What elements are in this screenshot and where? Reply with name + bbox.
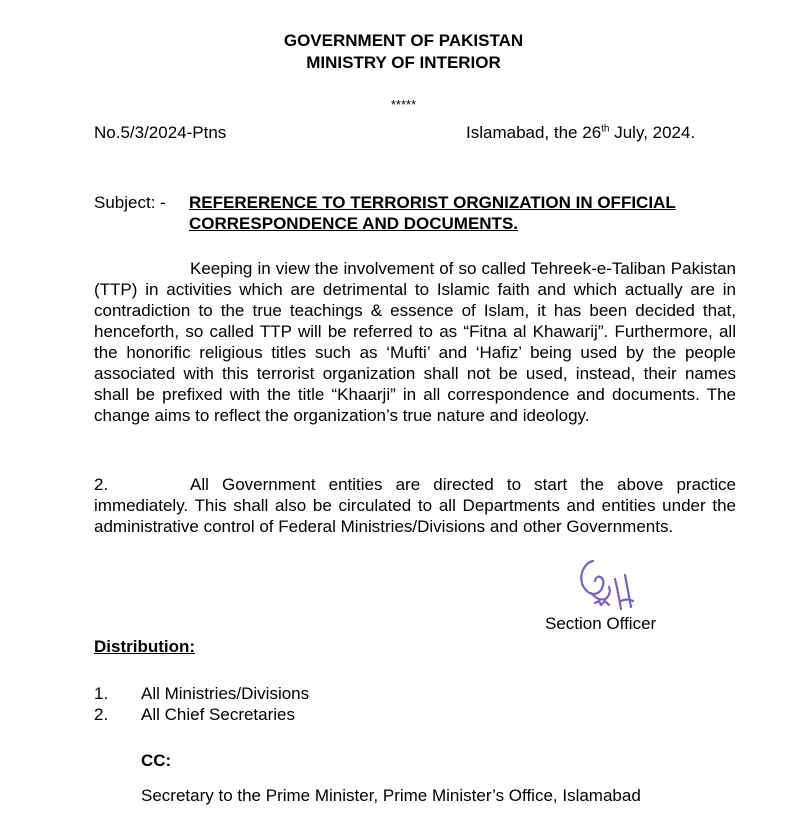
distribution-item-1-text: All Ministries/Divisions bbox=[141, 684, 310, 703]
distribution-item-2-text: All Chief Secretaries bbox=[141, 705, 296, 724]
issue-date-ordinal: th bbox=[601, 123, 610, 135]
header-separator: ***** bbox=[390, 97, 417, 112]
subject-line-1: REFERERENCE TO TERRORIST ORGNIZATION IN OFFICIAL bbox=[189, 193, 676, 212]
distribution-item-1-number: 1. bbox=[94, 684, 109, 703]
distribution-heading: Distribution: bbox=[94, 637, 196, 656]
cc-recipient: Secretary to the Prime Minister, Prime Minister’s Office, Islamabad bbox=[141, 786, 641, 805]
ministry-heading: MINISTRY OF INTERIOR bbox=[306, 53, 501, 72]
handwritten-signature bbox=[565, 551, 665, 621]
signatory-title: Section Officer bbox=[545, 614, 657, 633]
subject-label: Subject: - bbox=[94, 193, 166, 212]
paragraph-2-text: All Government entities are directed to start the above practice immediately. This shall also be circulated to all Departments and entities under the administrative control of Federal Ministries/Divisions and other Governments. bbox=[94, 475, 736, 536]
distribution-item-2-number: 2. bbox=[94, 705, 109, 724]
paragraph-2-number: 2. bbox=[94, 475, 109, 494]
issue-date bbox=[466, 123, 695, 143]
paragraph-1-text: Keeping in view the involvement of so called Tehreek-e-Taliban Pakistan (TTP) in activities which are detrimental to Islamic faith and which actually are in contradiction to the true teachings & essence of Islam, it has been decided that, henceforth, so called TTP will be referred to as “Fitna al Khawarij”. Furthermore, all the honorific religious titles such as ‘Mufti’ and ‘Hafiz’ being used by the people associated with this terrorist organization shall not be used, instead, their names shall be prefixed with the title “Khaarji” in all correspondence and documents. The change aims to reflect the organization’s true nature and ideology. bbox=[94, 259, 736, 425]
subject-line-2: CORRESPONDENCE AND DOCUMENTS. bbox=[189, 214, 519, 233]
issue-date-suffix: July, 2024. bbox=[609, 123, 696, 142]
issue-date-prefix: Islamabad, the 26 bbox=[466, 123, 602, 142]
body-paragraph-1 bbox=[94, 258, 736, 426]
reference-number: No.5/3/2024-Ptns bbox=[94, 123, 227, 142]
cc-heading: CC: bbox=[141, 751, 172, 770]
government-heading: GOVERNMENT OF PAKISTAN bbox=[283, 31, 524, 50]
body-paragraph-2 bbox=[94, 474, 736, 537]
